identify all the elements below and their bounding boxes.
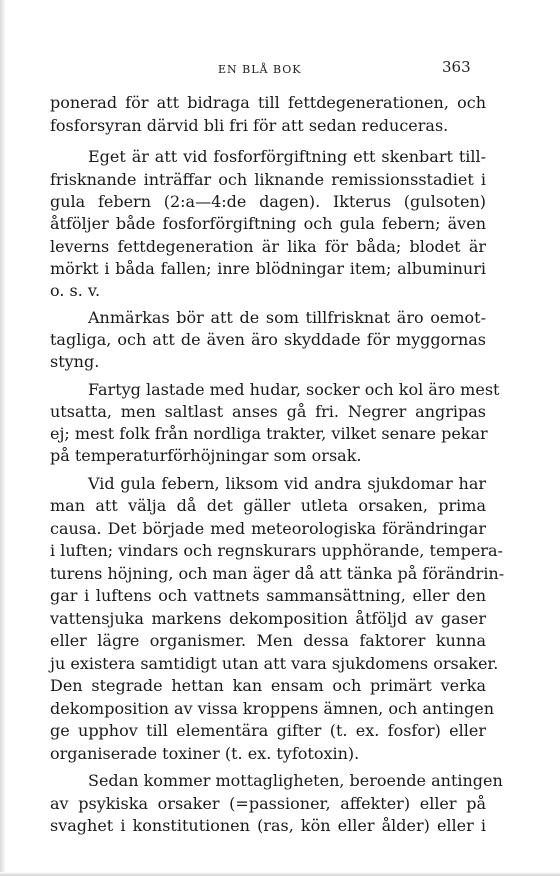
text-line: Vid gula febern, liksom vid andra sjukdomar har [88,474,486,493]
scan-edge-shadow [0,872,560,876]
text-line: causa. Det började med meteorologiska förändringar [50,519,486,538]
text-line: i luften; vindars och regnskurars upphörande, tempera- [50,541,503,560]
text-line: utsatta, men saltlast anses gå fri. Negrer angripas [50,402,486,421]
text-line: gar i luftens och vattnets sammansättning, eller den [50,586,486,605]
text-line: Fartyg lastade med hudar, socker och kol äro mest [88,380,500,399]
text-line: på temperaturförhöjningar som orsak. [50,446,362,465]
text-line: Den stegrade hettan kan ensam och primärt verka [50,676,486,695]
text-line: svaghet i konstitutionen (ras, kön eller ålder) eller i [50,816,486,835]
text-line: Sedan kommer mottagligheten, beroende antingen [88,771,503,790]
text-line: vattensjuka markens dekomposition åtföljd av gaser [50,609,486,628]
text-line: organiserade toxiner (t. ex. tyfotoxin). [50,744,360,763]
text-line: Anmärkas bör att de som tillfrisknat äro oemot- [88,308,486,327]
text-line: ge upphov till elementära gifter (t. ex. fosfor) eller [50,721,486,740]
text-line: styng. [50,352,100,371]
text-line: ej; mest folk från nordliga trakter, vilket senare pekar [50,424,488,443]
text-line: man att välja då det gäller utleta orsaken, prima [50,496,486,515]
scan-edge-shadow [0,0,6,876]
text-line: Eget är att vid fosforförgiftning ett skenbart till- [88,147,486,166]
text-line: turens höjning, och man äger då att tänka på förändrin- [50,564,505,583]
text-line: dekomposition av vissa kroppens ämnen, och antingen [50,699,495,718]
text-line: fosforsyran därvid bli fri för att sedan reduceras. [50,116,449,135]
running-head: EN BLÅ BOK [218,63,302,76]
text-line: leverns fettdegeneration är lika för båda; blodet är [50,237,486,256]
text-line: ponerad för att bidraga till fettdegenerationen, och [50,93,486,112]
text-line: åtföljer både fosforförgiftning och gula febern; även [50,214,486,233]
text-line: tagliga, och att de även äro skyddade för myggornas [50,330,486,349]
text-line: av psykiska orsaker (=passioner, affekter) eller på [50,794,486,813]
text-line: gula febern (2:a—4:de dagen). Ikterus (gulsoten) [50,192,486,211]
text-line: eller lägre organismer. Men dessa faktorer kunna [50,631,486,650]
text-line: ju existera samtidigt utan att vara sjukdomens orsaker. [50,654,499,673]
text-line: frisknande inträffar och liknande remissionsstadiet i [50,170,486,189]
text-line: o. s. v. [50,281,101,300]
text-line: mörkt i båda fallen; inre blödningar item; albuminuri [50,259,486,278]
page-number: 363 [442,58,471,76]
